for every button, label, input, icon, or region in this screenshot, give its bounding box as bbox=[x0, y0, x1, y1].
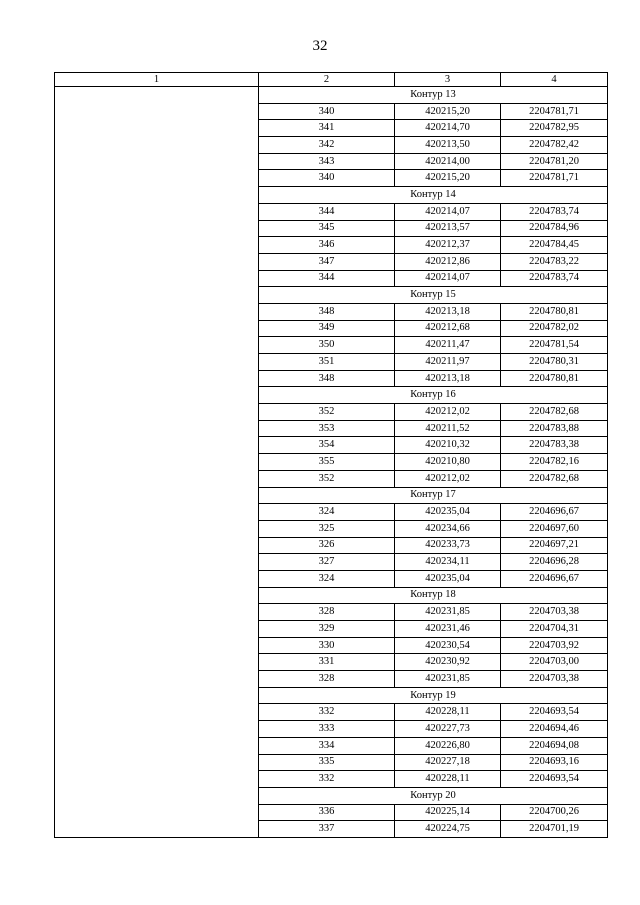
x-coordinate-cell: 420211,97 bbox=[395, 354, 501, 371]
x-coordinate-cell: 420211,47 bbox=[395, 337, 501, 354]
point-number-cell: 340 bbox=[259, 170, 395, 187]
point-number-cell: 340 bbox=[259, 103, 395, 120]
y-coordinate-cell: 2204782,16 bbox=[501, 454, 608, 471]
x-coordinate-cell: 420211,52 bbox=[395, 420, 501, 437]
y-coordinate-cell: 2204781,71 bbox=[501, 103, 608, 120]
point-number-cell: 324 bbox=[259, 504, 395, 521]
contour-title: Контур 15 bbox=[259, 287, 608, 304]
point-number-cell: 334 bbox=[259, 737, 395, 754]
contour-title: Контур 20 bbox=[259, 787, 608, 804]
point-number-cell: 353 bbox=[259, 420, 395, 437]
point-number-cell: 350 bbox=[259, 337, 395, 354]
y-coordinate-cell: 2204703,38 bbox=[501, 604, 608, 621]
point-number-cell: 352 bbox=[259, 470, 395, 487]
x-coordinate-cell: 420224,75 bbox=[395, 821, 501, 838]
x-coordinate-cell: 420212,37 bbox=[395, 237, 501, 254]
x-coordinate-cell: 420227,73 bbox=[395, 721, 501, 738]
contour-title: Контур 18 bbox=[259, 587, 608, 604]
y-coordinate-cell: 2204696,28 bbox=[501, 554, 608, 571]
point-number-cell: 327 bbox=[259, 554, 395, 571]
x-coordinate-cell: 420215,20 bbox=[395, 103, 501, 120]
y-coordinate-cell: 2204704,31 bbox=[501, 621, 608, 638]
point-number-cell: 341 bbox=[259, 120, 395, 137]
y-coordinate-cell: 2204781,71 bbox=[501, 170, 608, 187]
page-number: 32 bbox=[312, 38, 328, 54]
point-number-cell: 330 bbox=[259, 637, 395, 654]
x-coordinate-cell: 420231,46 bbox=[395, 621, 501, 638]
y-coordinate-cell: 2204697,60 bbox=[501, 520, 608, 537]
table-body bbox=[55, 87, 608, 838]
y-coordinate-cell: 2204783,74 bbox=[501, 270, 608, 287]
column-header-1: 1 bbox=[55, 73, 259, 87]
object-description-cell bbox=[55, 87, 259, 838]
x-coordinate-cell: 420212,02 bbox=[395, 470, 501, 487]
y-coordinate-cell: 2204781,20 bbox=[501, 153, 608, 170]
contour-title-row bbox=[55, 87, 608, 104]
point-number-cell: 344 bbox=[259, 270, 395, 287]
point-number-cell: 348 bbox=[259, 370, 395, 387]
x-coordinate-cell: 420231,85 bbox=[395, 671, 501, 688]
point-number-cell: 343 bbox=[259, 153, 395, 170]
point-number-cell: 326 bbox=[259, 537, 395, 554]
point-number-cell: 344 bbox=[259, 203, 395, 220]
x-coordinate-cell: 420235,04 bbox=[395, 504, 501, 521]
y-coordinate-cell: 2204783,22 bbox=[501, 253, 608, 270]
y-coordinate-cell: 2204694,08 bbox=[501, 737, 608, 754]
x-coordinate-cell: 420230,92 bbox=[395, 654, 501, 671]
column-header-3: 3 bbox=[395, 73, 501, 87]
x-coordinate-cell: 420213,18 bbox=[395, 303, 501, 320]
contour-title: Контур 16 bbox=[259, 387, 608, 404]
column-header-4: 4 bbox=[501, 73, 608, 87]
point-number-cell: 352 bbox=[259, 404, 395, 421]
y-coordinate-cell: 2204780,81 bbox=[501, 303, 608, 320]
x-coordinate-cell: 420213,18 bbox=[395, 370, 501, 387]
x-coordinate-cell: 420225,14 bbox=[395, 804, 501, 821]
x-coordinate-cell: 420212,68 bbox=[395, 320, 501, 337]
x-coordinate-cell: 420235,04 bbox=[395, 570, 501, 587]
x-coordinate-cell: 420214,70 bbox=[395, 120, 501, 137]
contour-title: Контур 14 bbox=[259, 187, 608, 204]
y-coordinate-cell: 2204782,95 bbox=[501, 120, 608, 137]
point-number-cell: 329 bbox=[259, 621, 395, 638]
y-coordinate-cell: 2204693,16 bbox=[501, 754, 608, 771]
y-coordinate-cell: 2204703,00 bbox=[501, 654, 608, 671]
point-number-cell: 355 bbox=[259, 454, 395, 471]
y-coordinate-cell: 2204783,74 bbox=[501, 203, 608, 220]
y-coordinate-cell: 2204782,42 bbox=[501, 137, 608, 154]
contour-title: Контур 13 bbox=[259, 87, 608, 104]
point-number-cell: 324 bbox=[259, 570, 395, 587]
x-coordinate-cell: 420213,50 bbox=[395, 137, 501, 154]
x-coordinate-cell: 420227,18 bbox=[395, 754, 501, 771]
y-coordinate-cell: 2204703,92 bbox=[501, 637, 608, 654]
x-coordinate-cell: 420212,86 bbox=[395, 253, 501, 270]
x-coordinate-cell: 420215,20 bbox=[395, 170, 501, 187]
y-coordinate-cell: 2204784,45 bbox=[501, 237, 608, 254]
x-coordinate-cell: 420234,11 bbox=[395, 554, 501, 571]
point-number-cell: 349 bbox=[259, 320, 395, 337]
contour-title: Контур 19 bbox=[259, 687, 608, 704]
point-number-cell: 337 bbox=[259, 821, 395, 838]
point-number-cell: 342 bbox=[259, 137, 395, 154]
x-coordinate-cell: 420230,54 bbox=[395, 637, 501, 654]
coordinates-table bbox=[54, 72, 608, 838]
x-coordinate-cell: 420214,07 bbox=[395, 203, 501, 220]
y-coordinate-cell: 2204696,67 bbox=[501, 570, 608, 587]
x-coordinate-cell: 420226,80 bbox=[395, 737, 501, 754]
point-number-cell: 336 bbox=[259, 804, 395, 821]
y-coordinate-cell: 2204701,19 bbox=[501, 821, 608, 838]
point-number-cell: 346 bbox=[259, 237, 395, 254]
point-number-cell: 348 bbox=[259, 303, 395, 320]
point-number-cell: 325 bbox=[259, 520, 395, 537]
y-coordinate-cell: 2204693,54 bbox=[501, 704, 608, 721]
x-coordinate-cell: 420214,07 bbox=[395, 270, 501, 287]
x-coordinate-cell: 420231,85 bbox=[395, 604, 501, 621]
point-number-cell: 354 bbox=[259, 437, 395, 454]
y-coordinate-cell: 2204782,68 bbox=[501, 404, 608, 421]
y-coordinate-cell: 2204780,31 bbox=[501, 354, 608, 371]
table-header-row bbox=[55, 73, 608, 87]
y-coordinate-cell: 2204697,21 bbox=[501, 537, 608, 554]
x-coordinate-cell: 420228,11 bbox=[395, 704, 501, 721]
y-coordinate-cell: 2204696,67 bbox=[501, 504, 608, 521]
point-number-cell: 347 bbox=[259, 253, 395, 270]
point-number-cell: 332 bbox=[259, 771, 395, 788]
x-coordinate-cell: 420234,66 bbox=[395, 520, 501, 537]
x-coordinate-cell: 420233,73 bbox=[395, 537, 501, 554]
point-number-cell: 332 bbox=[259, 704, 395, 721]
x-coordinate-cell: 420212,02 bbox=[395, 404, 501, 421]
y-coordinate-cell: 2204782,02 bbox=[501, 320, 608, 337]
point-number-cell: 335 bbox=[259, 754, 395, 771]
y-coordinate-cell: 2204783,88 bbox=[501, 420, 608, 437]
point-number-cell: 328 bbox=[259, 604, 395, 621]
point-number-cell: 345 bbox=[259, 220, 395, 237]
y-coordinate-cell: 2204781,54 bbox=[501, 337, 608, 354]
y-coordinate-cell: 2204700,26 bbox=[501, 804, 608, 821]
point-number-cell: 328 bbox=[259, 671, 395, 688]
y-coordinate-cell: 2204693,54 bbox=[501, 771, 608, 788]
contour-title: Контур 17 bbox=[259, 487, 608, 504]
y-coordinate-cell: 2204694,46 bbox=[501, 721, 608, 738]
x-coordinate-cell: 420210,80 bbox=[395, 454, 501, 471]
y-coordinate-cell: 2204780,81 bbox=[501, 370, 608, 387]
y-coordinate-cell: 2204782,68 bbox=[501, 470, 608, 487]
x-coordinate-cell: 420228,11 bbox=[395, 771, 501, 788]
point-number-cell: 331 bbox=[259, 654, 395, 671]
y-coordinate-cell: 2204783,38 bbox=[501, 437, 608, 454]
point-number-cell: 351 bbox=[259, 354, 395, 371]
x-coordinate-cell: 420210,32 bbox=[395, 437, 501, 454]
x-coordinate-cell: 420213,57 bbox=[395, 220, 501, 237]
y-coordinate-cell: 2204703,38 bbox=[501, 671, 608, 688]
x-coordinate-cell: 420214,00 bbox=[395, 153, 501, 170]
column-header-2: 2 bbox=[259, 73, 395, 87]
point-number-cell: 333 bbox=[259, 721, 395, 738]
y-coordinate-cell: 2204784,96 bbox=[501, 220, 608, 237]
